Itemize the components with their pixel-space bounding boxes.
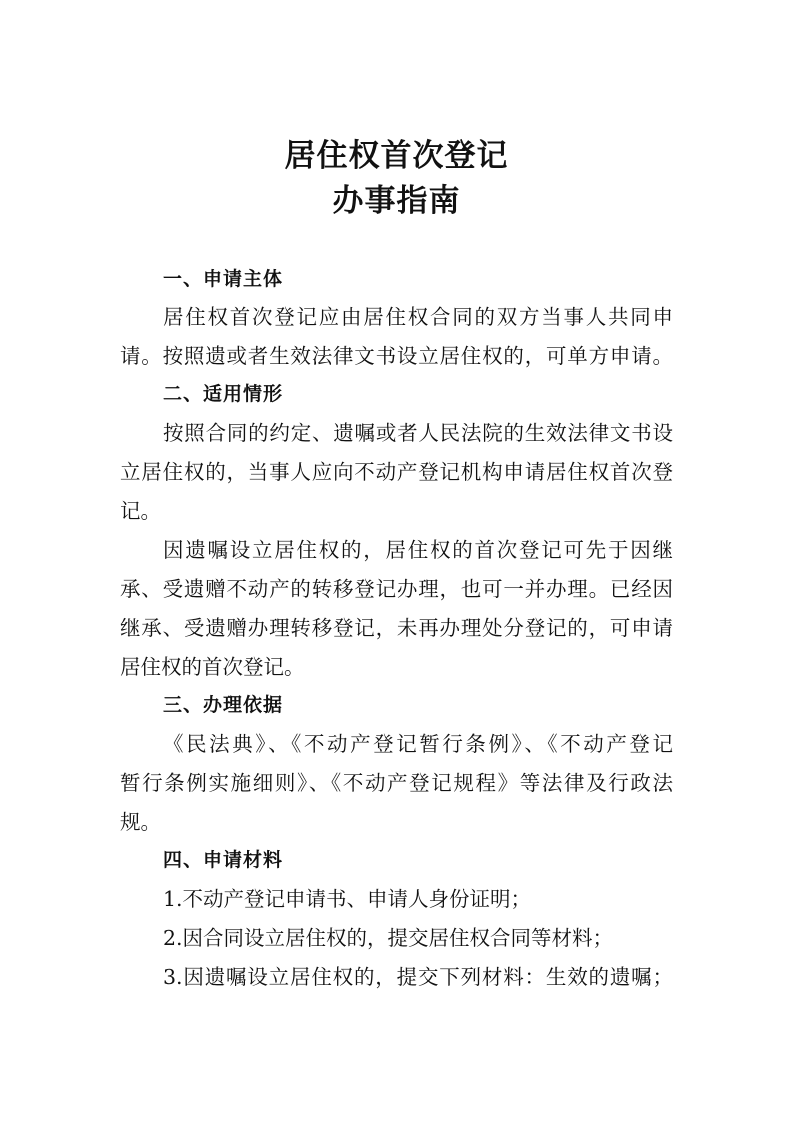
paragraph-line: 立居住权的，当事人应向不动产登记机构申请居住权首次登 bbox=[120, 460, 673, 484]
document-subtitle: 办事指南 bbox=[332, 183, 461, 219]
paragraph-line: 记。 bbox=[120, 499, 161, 523]
section-heading-materials: 四、申请材料 bbox=[163, 849, 284, 871]
paragraph-line: 按照合同的约定、遗嘱或者人民法院的生效法律文书设 bbox=[163, 421, 673, 445]
paragraph-line: 居住权首次登记应由居住权合同的双方当事人共同申 bbox=[163, 305, 673, 329]
paragraph-line: 继承、受遗赠办理转移登记，未再办理处分登记的，可申请 bbox=[120, 616, 673, 640]
list-item: 3.因遗嘱设立居住权的，提交下列材料：生效的遗嘱； bbox=[163, 965, 673, 989]
paragraph-line: 《民法典》、《不动产登记暂行条例》、《不动产登记 bbox=[163, 732, 673, 756]
document-title: 居住权首次登记 bbox=[284, 138, 509, 174]
paragraph-line: 居住权的首次登记。 bbox=[120, 655, 305, 679]
section-heading-basis: 三、办理依据 bbox=[163, 694, 284, 716]
paragraph-line: 因遗嘱设立居住权的，居住权的首次登记可先于因继 bbox=[163, 538, 673, 562]
section-heading-applicant: 一、申请主体 bbox=[163, 268, 284, 290]
list-item: 2.因合同设立居住权的，提交居住权合同等材料； bbox=[163, 926, 614, 950]
paragraph-line: 规。 bbox=[120, 810, 161, 834]
paragraph-line: 暂行条例实施细则》、《不动产登记规程》等法律及行政法 bbox=[120, 771, 673, 795]
section-heading-situations: 二、适用情形 bbox=[163, 383, 284, 405]
paragraph-line: 请。按照遗或者生效法律文书设立居住权的，可单方申请。 bbox=[120, 344, 673, 368]
list-item: 1.不动产登记申请书、申请人身份证明； bbox=[163, 887, 532, 911]
paragraph-line: 承、受遗赠不动产的转移登记办理，也可一并办理。已经因 bbox=[120, 577, 673, 601]
